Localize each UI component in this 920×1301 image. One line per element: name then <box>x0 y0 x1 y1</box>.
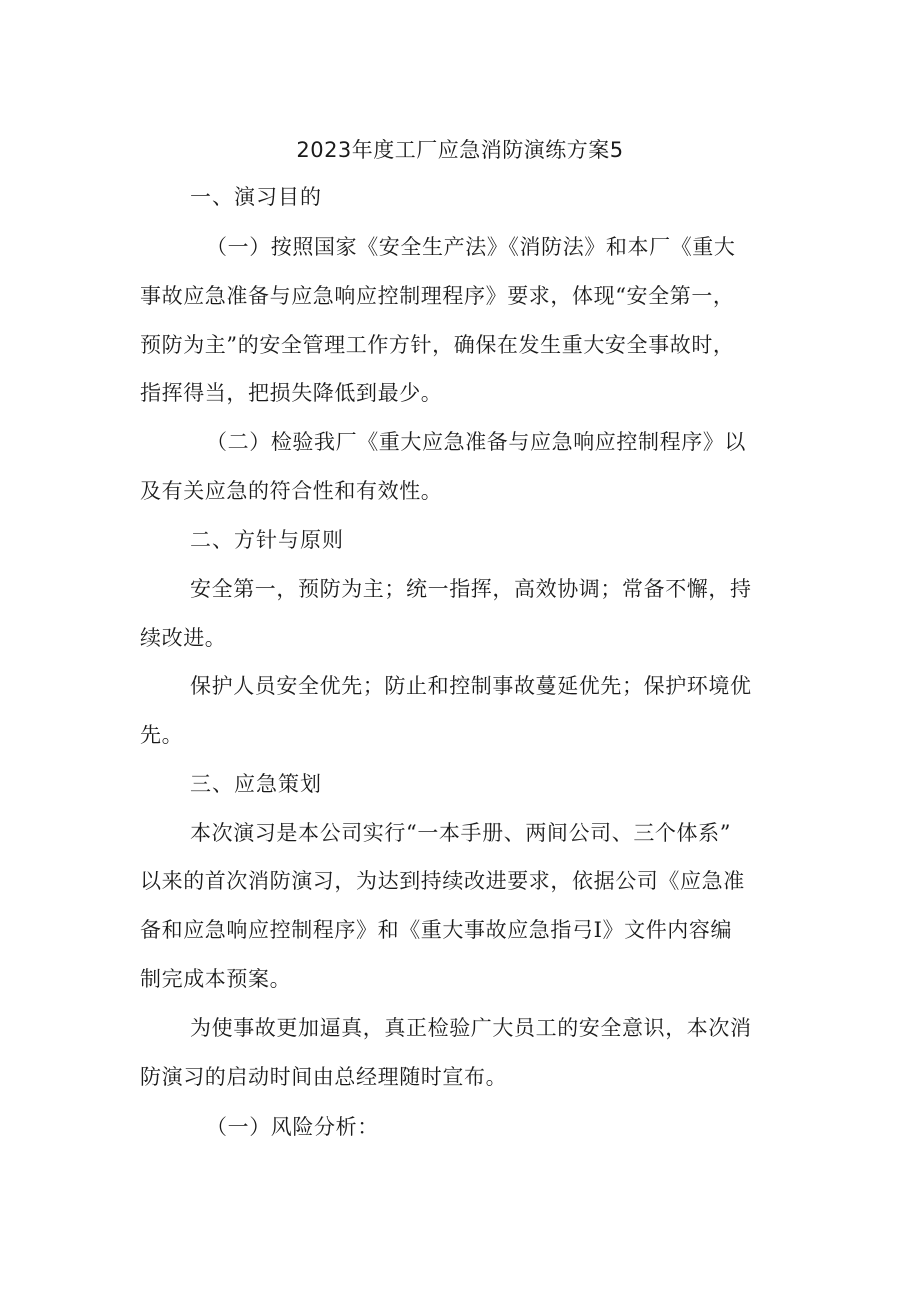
document-title: 2023年度工厂应急消防演练方案5 <box>296 138 624 162</box>
section-heading-1: 一、演习目的 <box>190 185 322 209</box>
paragraph-line: 及有关应急的符合性和有效性。 <box>140 479 443 503</box>
paragraph-line: 防演习的启动时间由总经理随时宣布。 <box>140 1065 508 1089</box>
paragraph-line: 以来的首次消防演习，为达到持续改进要求，依据公司《应急准 <box>140 869 745 893</box>
paragraph-line: 预防为主”的安全管理工作方针，确保在发生重大安全事故时， <box>140 333 735 357</box>
paragraph-line: （二）检验我厂《重大应急准备与应急响应控制程序》以 <box>206 430 746 454</box>
paragraph-line: （一）按照国家《安全生产法》《消防法》和本厂《重大 <box>206 235 736 259</box>
paragraph-line: 本次演习是本公司实行“一本手册、两间公司、三个体系” <box>190 821 732 845</box>
paragraph-line: 指挥得当，把损失降低到最少。 <box>140 381 443 405</box>
paragraph-line: 制完成本预案。 <box>140 967 292 991</box>
paragraph-line: 为使事故更加逼真，真正检验广大员工的安全意识，本次消 <box>190 1016 752 1040</box>
paragraph-line: 备和应急响应控制程序》和《重大事故应急指弓I》文件内容编 <box>140 918 733 942</box>
subsection-heading: （一）风险分析： <box>206 1115 379 1139</box>
paragraph-line: 安全第一，预防为主；统一指挥，高效协调；常备不懈，持 <box>190 577 752 601</box>
section-heading-3: 三、应急策划 <box>190 772 322 796</box>
paragraph-line: 续改进。 <box>140 626 227 650</box>
section-heading-2: 二、方针与原则 <box>190 528 344 552</box>
paragraph-line: 先。 <box>140 723 184 747</box>
paragraph-line: 保护人员安全优先；防止和控制事故蔓延优先；保护环境优 <box>190 674 752 698</box>
paragraph-line: 事故应急准备与应急响应控制理程序》要求，体现“安全第一， <box>140 284 735 308</box>
